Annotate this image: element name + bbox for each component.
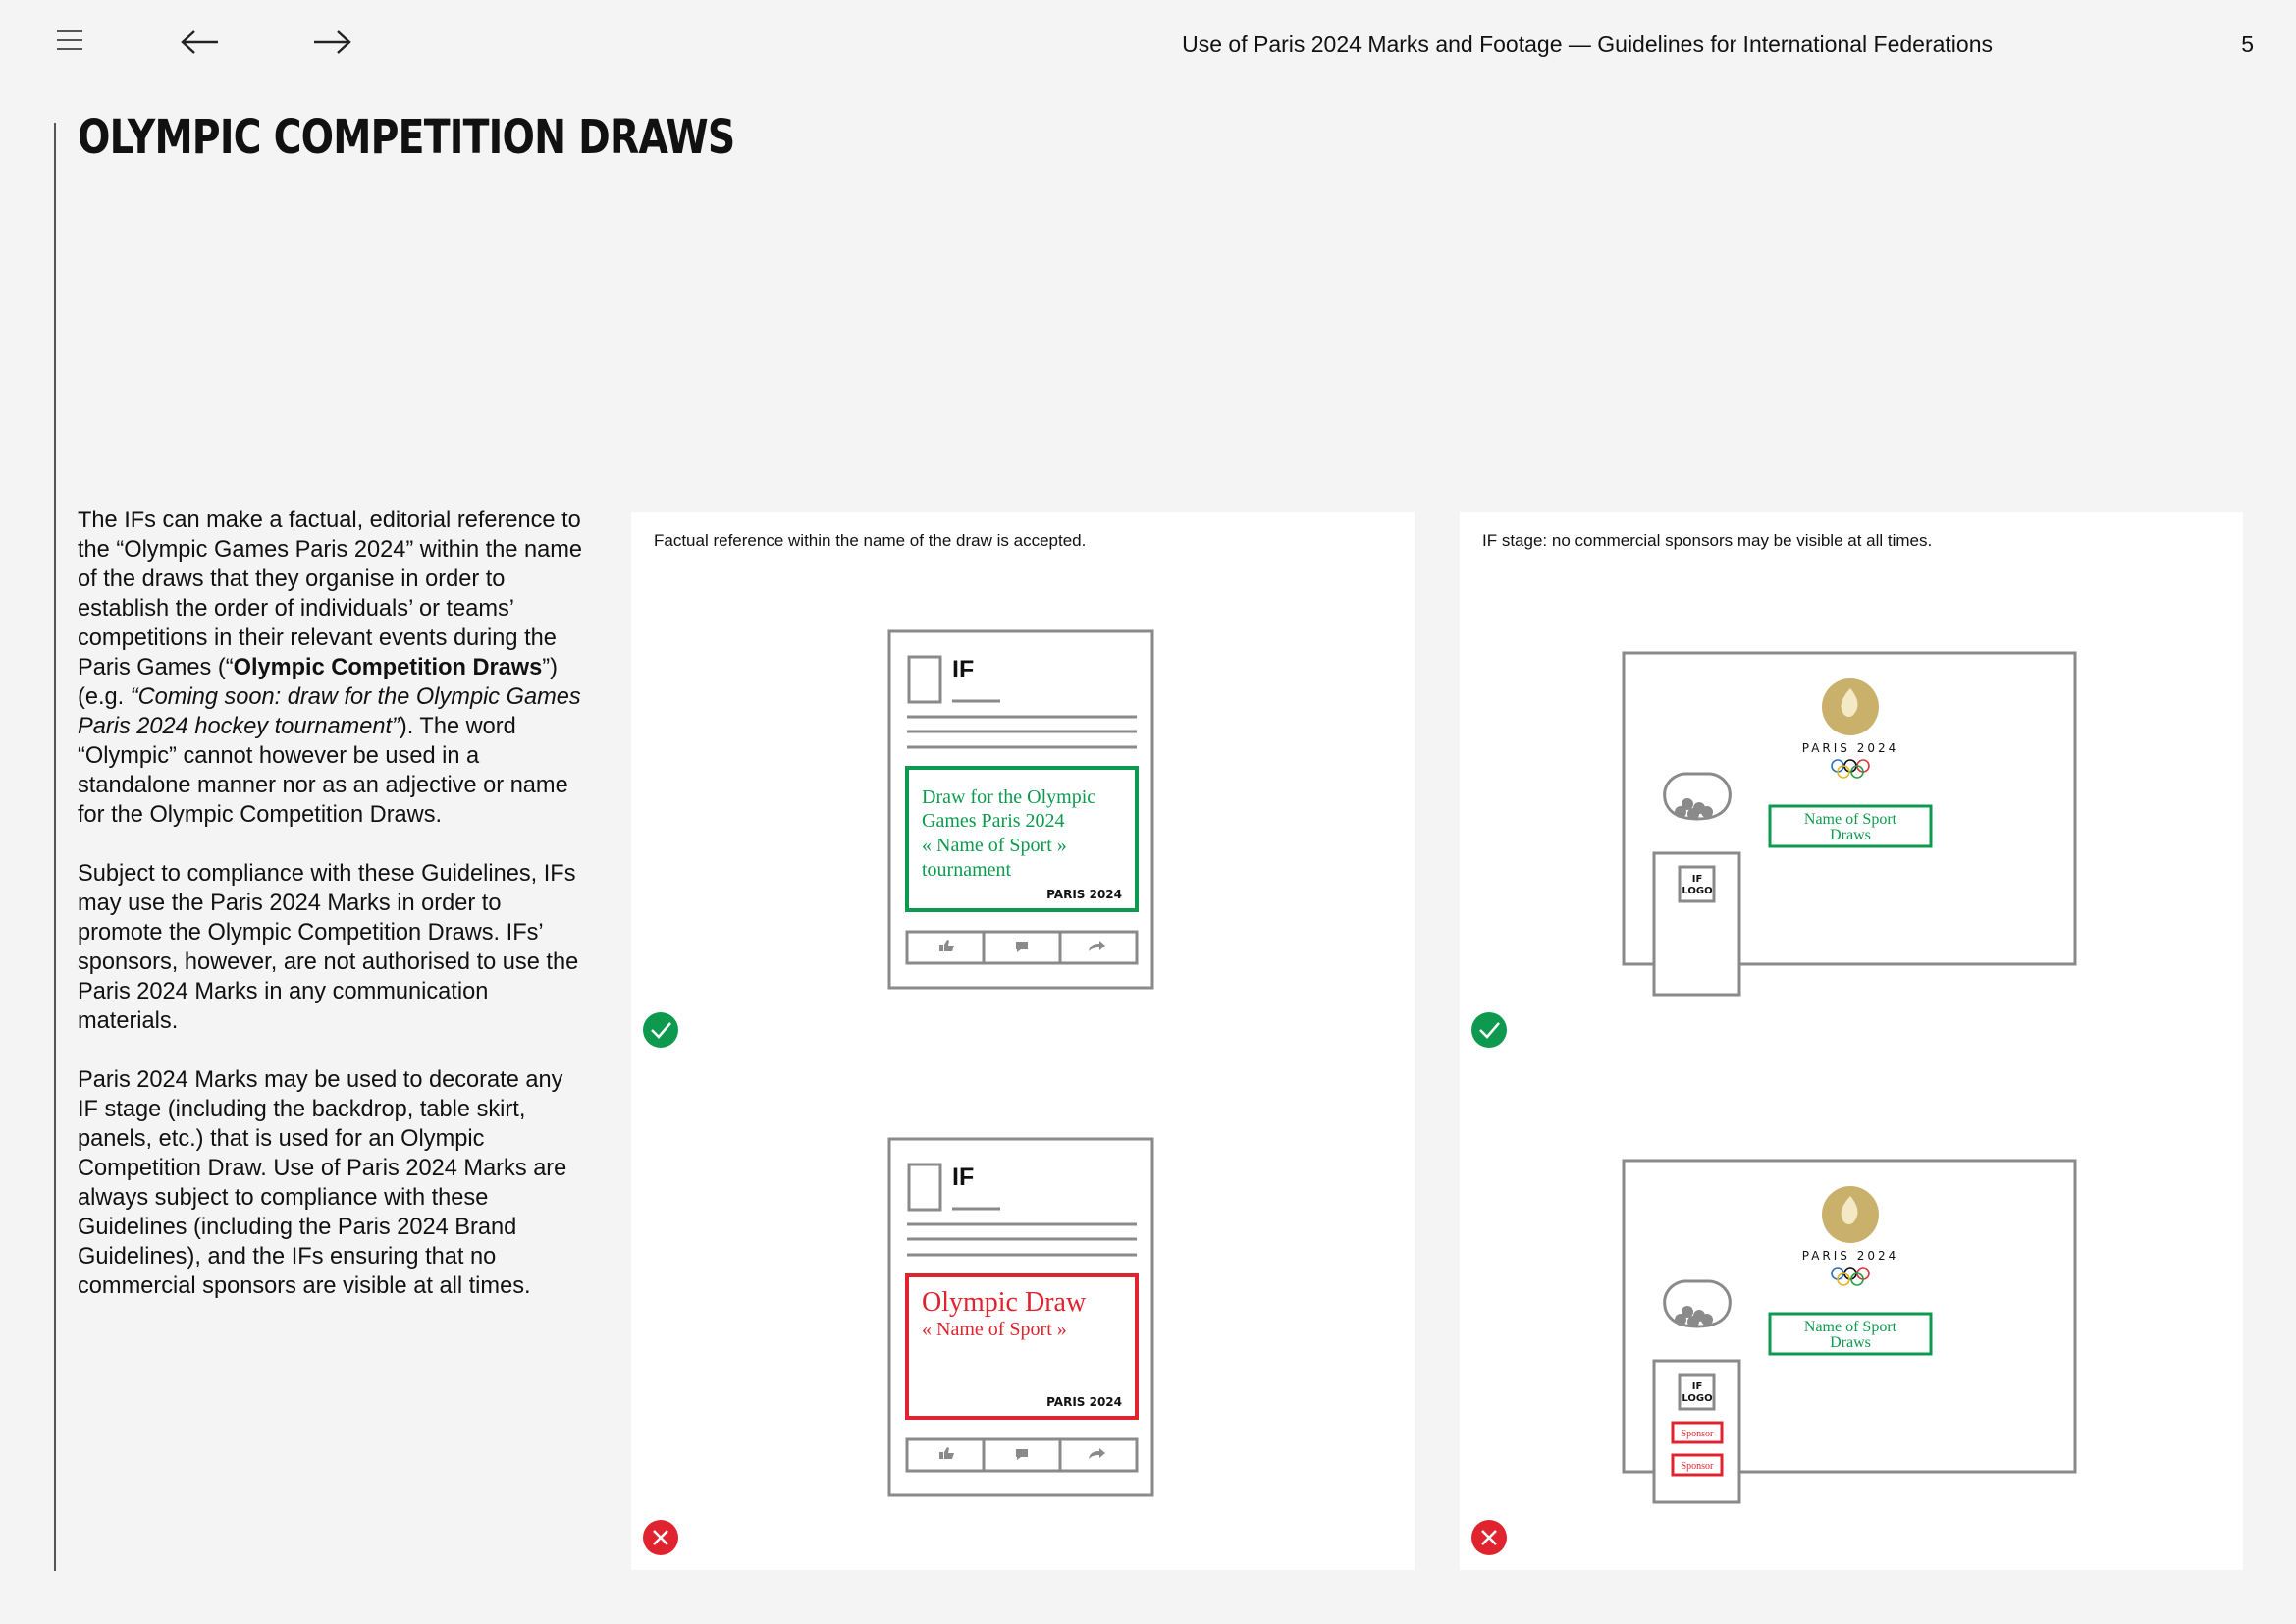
if-label: IF xyxy=(952,656,975,683)
paragraph-1 xyxy=(78,506,588,830)
stage-illustrations xyxy=(1460,512,2243,1570)
paragraph-1-text-3: ). The word “Olympic” cannot however be used in a standalone manner nor as an adjective or name for the Olympic Competition Draws. xyxy=(78,714,568,828)
sponsor-label: Sponsor xyxy=(1681,1461,1714,1472)
sign-text-line: Name of Sport xyxy=(1803,811,1897,828)
check-circle-icon xyxy=(1471,1012,1507,1048)
hamburger-menu-icon[interactable] xyxy=(55,27,84,58)
cross-circle-icon xyxy=(643,1520,678,1555)
panel-caption: IF stage: no commercial sponsors may be visible at all times. xyxy=(1482,531,1933,550)
social-post-panel xyxy=(631,512,1415,1570)
rejected-post-subtitle: « Name of Sport » xyxy=(922,1319,1067,1340)
paragraph-1-example: “Coming soon: draw for the Olympic Games Paris 2024 hockey tournament” xyxy=(78,684,581,739)
if-logo-text: LOGO xyxy=(1682,886,1713,896)
paragraph-1-text: The IFs can make a factual, editorial reference to the “Olympic Games Paris 2024” within the name of the draws that they organise in order to establish the order of individuals’ or teams’ competitions in their relevant events during the Paris Games (“ xyxy=(78,508,583,680)
paragraph-3: Paris 2024 Marks may be used to decorate any IF stage (including the backdrop, table skirt, panels, etc.) that is used for an Olympic Competition Draw. Use of Paris 2024 Marks are always subject to compliance with these Guidelines (including the Paris 2024 Brand Guidelines), and the IFs ensuring that no commercial sponsors are visible at all times. xyxy=(78,1067,567,1299)
check-circle-icon xyxy=(643,1012,678,1048)
draw-pot-podium xyxy=(1654,774,1739,995)
document-title: Use of Paris 2024 Marks and Footage — Guidelines for International Federations xyxy=(1182,31,1993,57)
post-text-line: « Name of Sport » xyxy=(922,835,1067,856)
left-rule-divider xyxy=(54,123,56,1571)
approved-stage xyxy=(1624,653,2075,995)
paragraph-1-bold: Olympic Competition Draws xyxy=(233,655,543,680)
arrow-right-icon[interactable] xyxy=(312,29,351,60)
sign-text-line: Name of Sport xyxy=(1803,1319,1897,1335)
if-logo-text: LOGO xyxy=(1682,1393,1713,1404)
approved-social-post xyxy=(889,631,1152,988)
rejected-social-post xyxy=(889,1139,1152,1495)
body-text xyxy=(78,506,588,1330)
paris-2024-wordmark: PARIS 2024 xyxy=(1046,888,1122,901)
arrow-left-icon[interactable] xyxy=(181,29,220,60)
paragraph-1-text-2: ”) (e.g. xyxy=(78,655,558,710)
cross-circle-icon xyxy=(1471,1520,1507,1555)
draw-pot-podium xyxy=(1654,1281,1739,1502)
sign-text-line: Draws xyxy=(1830,827,1871,843)
paris-2024-wordmark: PARIS 2024 xyxy=(1046,1395,1122,1409)
panel-caption: Factual reference within the name of the draw is accepted. xyxy=(654,531,1087,550)
paris-2024-label: PARIS 2024 xyxy=(1801,741,1899,755)
page-number: 5 xyxy=(2241,31,2254,57)
if-label: IF xyxy=(952,1164,975,1191)
if-stage-panel xyxy=(1460,512,2243,1570)
post-text-line: tournament xyxy=(922,859,1012,881)
rejected-post-title: Olympic Draw xyxy=(922,1287,1087,1318)
rejected-stage xyxy=(1624,1161,2075,1502)
paris-2024-label: PARIS 2024 xyxy=(1801,1249,1899,1263)
if-logo-text: IF xyxy=(1691,874,1703,885)
paragraph-2: Subject to compliance with these Guidelines, IFs may use the Paris 2024 Marks in order to promote the Olympic Competition Draws. IFs’ sponsors, however, are not authorised to use the Paris 2024 Marks in any communication materials. xyxy=(78,861,579,1034)
post-text-line: Games Paris 2024 xyxy=(922,810,1065,832)
post-text-line: Draw for the Olympic xyxy=(922,786,1096,808)
if-logo-text: IF xyxy=(1691,1381,1703,1392)
page-title: OLYMPIC COMPETITION DRAWS xyxy=(78,110,735,165)
social-post-illustrations xyxy=(631,512,1415,1570)
sponsor-label: Sponsor xyxy=(1681,1429,1714,1439)
sign-text-line: Draws xyxy=(1830,1334,1871,1351)
